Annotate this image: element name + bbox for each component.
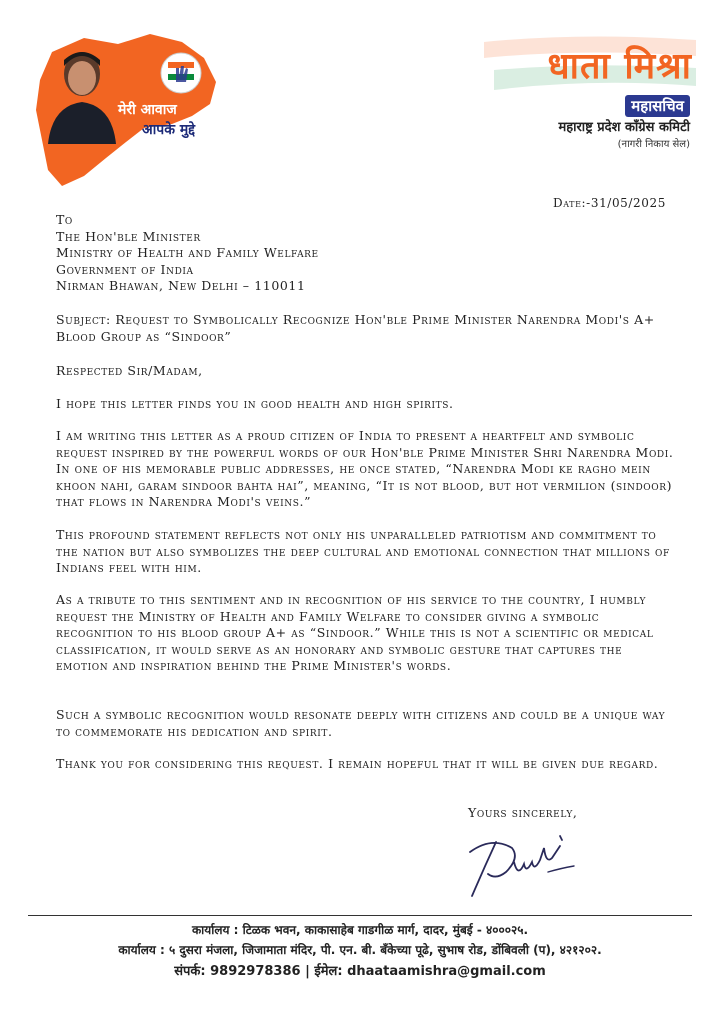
body-paragraph: I hope this letter finds you in good health and high spirits. <box>56 396 454 411</box>
handwritten-signature <box>462 828 582 900</box>
address-line: The Hon'ble Minister <box>56 228 201 244</box>
congress-hand-logo-icon <box>160 52 202 94</box>
footer-office-line-2: कार्यालय : ५ दुसरा मंजला, जिजामाता मंदिर, पी. एन. बी. बँकेच्या पूढे, सुभाष रोड, डोंबिवली (प), ४२१२०२. <box>118 943 602 957</box>
recipient-address <box>56 212 319 295</box>
slogan-line-1: मेरी आवाज <box>118 102 177 118</box>
letter-date: Date:-31/05/2025 <box>553 196 666 210</box>
cell-name: (नागरी निकाय सेल) <box>617 139 690 150</box>
committee-name: महाराष्ट्र प्रदेश कॉंग्रेस कमिटी <box>558 120 690 135</box>
footer-divider <box>28 915 692 916</box>
portrait-photo <box>44 44 120 144</box>
slogan-line-2: आपके मुद्दे <box>142 122 196 138</box>
address-line: To <box>56 212 73 227</box>
footer-office-line-1: कार्यालय : टिळक भवन, काकासाहेब गाडगीळ मार्ग, दादर, मुंबई - ४०००२५. <box>191 923 529 937</box>
address-line: Ministry of Health and Family Welfare <box>56 245 319 260</box>
closing: Yours sincerely, <box>468 805 578 820</box>
body-paragraph: I am writing this letter as a proud citizen of India to present a heartfelt and symbolic request inspired by the powerful words of our Hon'ble Prime Minister Shri Narendra Modi. In one of his memorable public addresses, he once stated, “Narendra Modi ke ragho mein khoon nahi, garam sindoor bahta hai”, meaning, “It is not blood, but hot vermilion (sindoor) that flows in Narendra Modi's veins.” <box>56 428 674 509</box>
address-line: Nirman Bhawan, New Delhi – 110011 <box>56 278 306 293</box>
designation-badge: महासचिव <box>625 95 690 117</box>
address-line: Government of India <box>56 261 194 277</box>
letter-subject: Subject: Request to Symbolically Recognize Hon'ble Prime Minister Narendra Modi's A+ Blood Group as “Sindoor” <box>56 312 655 344</box>
body-paragraph: As a tribute to this sentiment and in recognition of his service to the country, I humbly request the Ministry of Health and Family Welfare to consider giving a symbolic recognition to his blood group A+ as “Sindoor.” While this is not a scientific or medical classification, it would serve as an honorary and symbolic gesture that captures the emotion and inspiration behind the Prime Minister's words. <box>56 592 654 673</box>
body-paragraph: Such a symbolic recognition would resonate deeply with citizens and could be a unique way to commemorate his dedication and spirit. <box>56 707 666 739</box>
footer-contact: संपर्क: 9892978386 | ईमेल: dhaataamishra@gmail.com <box>174 964 546 979</box>
body-paragraph: Thank you for considering this request. I remain hopeful that it will be given due regard. <box>56 756 659 771</box>
letterhead-name: धाता मिश्रा <box>547 46 692 87</box>
salutation: Respected Sir/Madam, <box>56 363 203 378</box>
body-paragraph: This profound statement reflects not only his unparalleled patriotism and commitment to the nation but also symbolizes the deep cultural and emotional connection that millions of Indians feel with him. <box>56 527 670 575</box>
